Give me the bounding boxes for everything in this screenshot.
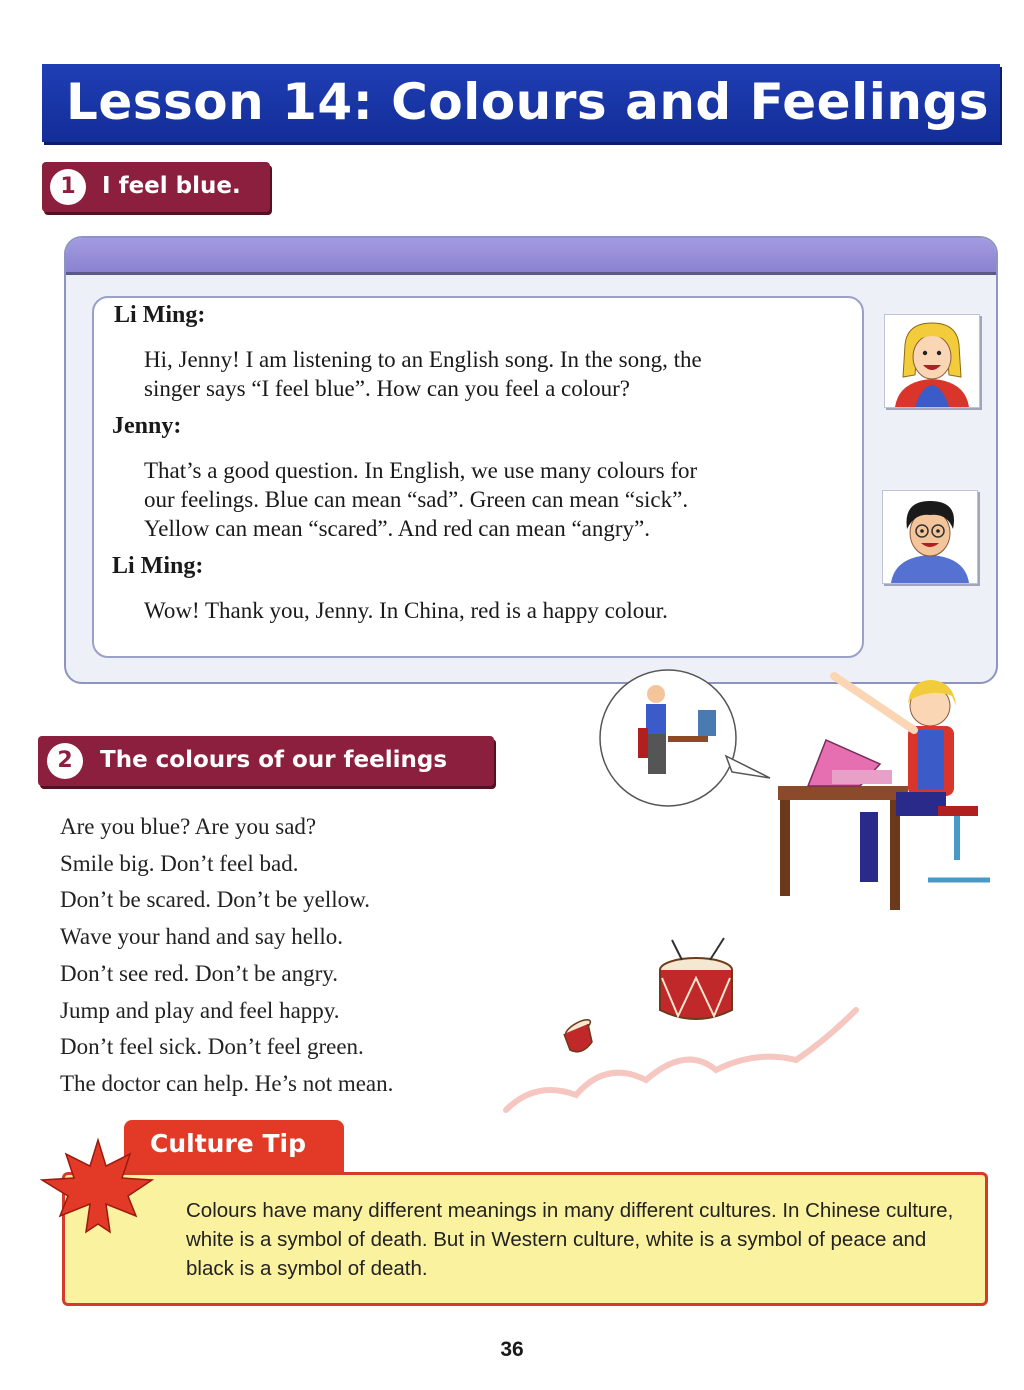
speech-line: singer says “I feel blue”. How can you feel a colour?	[144, 376, 630, 401]
poem-line: Are you blue? Are you sad?	[60, 814, 317, 839]
speaker-name: Li Ming:	[112, 553, 204, 579]
poem-line: Smile big. Don’t feel bad.	[60, 851, 299, 876]
section-1-header	[42, 162, 270, 212]
speech-line: Yellow can mean “scared”. And red can mean “angry”.	[144, 516, 650, 541]
culture-tip-title: Culture Tip	[150, 1129, 306, 1158]
speech-line: That’s a good question. In English, we use many colours for	[144, 458, 698, 483]
speech-text	[144, 596, 844, 625]
section-2-number: 2	[47, 743, 83, 779]
section-2-label: The colours of our feelings	[100, 747, 448, 773]
section-1-number: 1	[50, 169, 86, 205]
speaker-name: Li Ming:	[114, 302, 206, 328]
speaker-name: Jenny:	[112, 413, 182, 439]
section-2-header	[38, 736, 494, 786]
li-ming-avatar-icon	[882, 490, 978, 584]
speech-text	[144, 345, 844, 403]
speech-text	[144, 456, 844, 543]
poem-line: Don’t see red. Don’t be angry.	[60, 961, 339, 986]
poem-line: Don’t be scared. Don’t be yellow.	[60, 887, 370, 912]
culture-tip-text: Colours have many different meanings in many different cultures. In Chinese culture, white is a symbol of death. But in Western culture, white is a symbol of peace and black is a symbol of death.	[186, 1199, 954, 1280]
poem-line: Don’t feel sick. Don’t feel green.	[60, 1034, 364, 1059]
maple-leaf-icon	[36, 1136, 156, 1236]
speech-line: Wow! Thank you, Jenny. In China, red is a happy colour.	[144, 598, 668, 623]
computer-scene-illustration	[598, 666, 990, 916]
speech-line: Hi, Jenny! I am listening to an English song. In the song, the	[144, 347, 702, 372]
page-number: 36	[500, 1338, 524, 1361]
poem-line: The doctor can help. He’s not mean.	[60, 1071, 394, 1096]
jenny-avatar-icon	[884, 314, 980, 408]
speech-line: our feelings. Blue can mean “sad”. Green can mean “sick”.	[144, 487, 689, 512]
drum-icon	[496, 930, 868, 1120]
section-1-label: I feel blue.	[102, 173, 241, 199]
poem-line: Jump and play and feel happy.	[60, 998, 340, 1023]
page-title: Lesson 14: Colours and Feelings	[66, 73, 989, 131]
dialogue-frame-topbar	[66, 238, 996, 275]
poem-line: Wave your hand and say hello.	[60, 924, 344, 949]
